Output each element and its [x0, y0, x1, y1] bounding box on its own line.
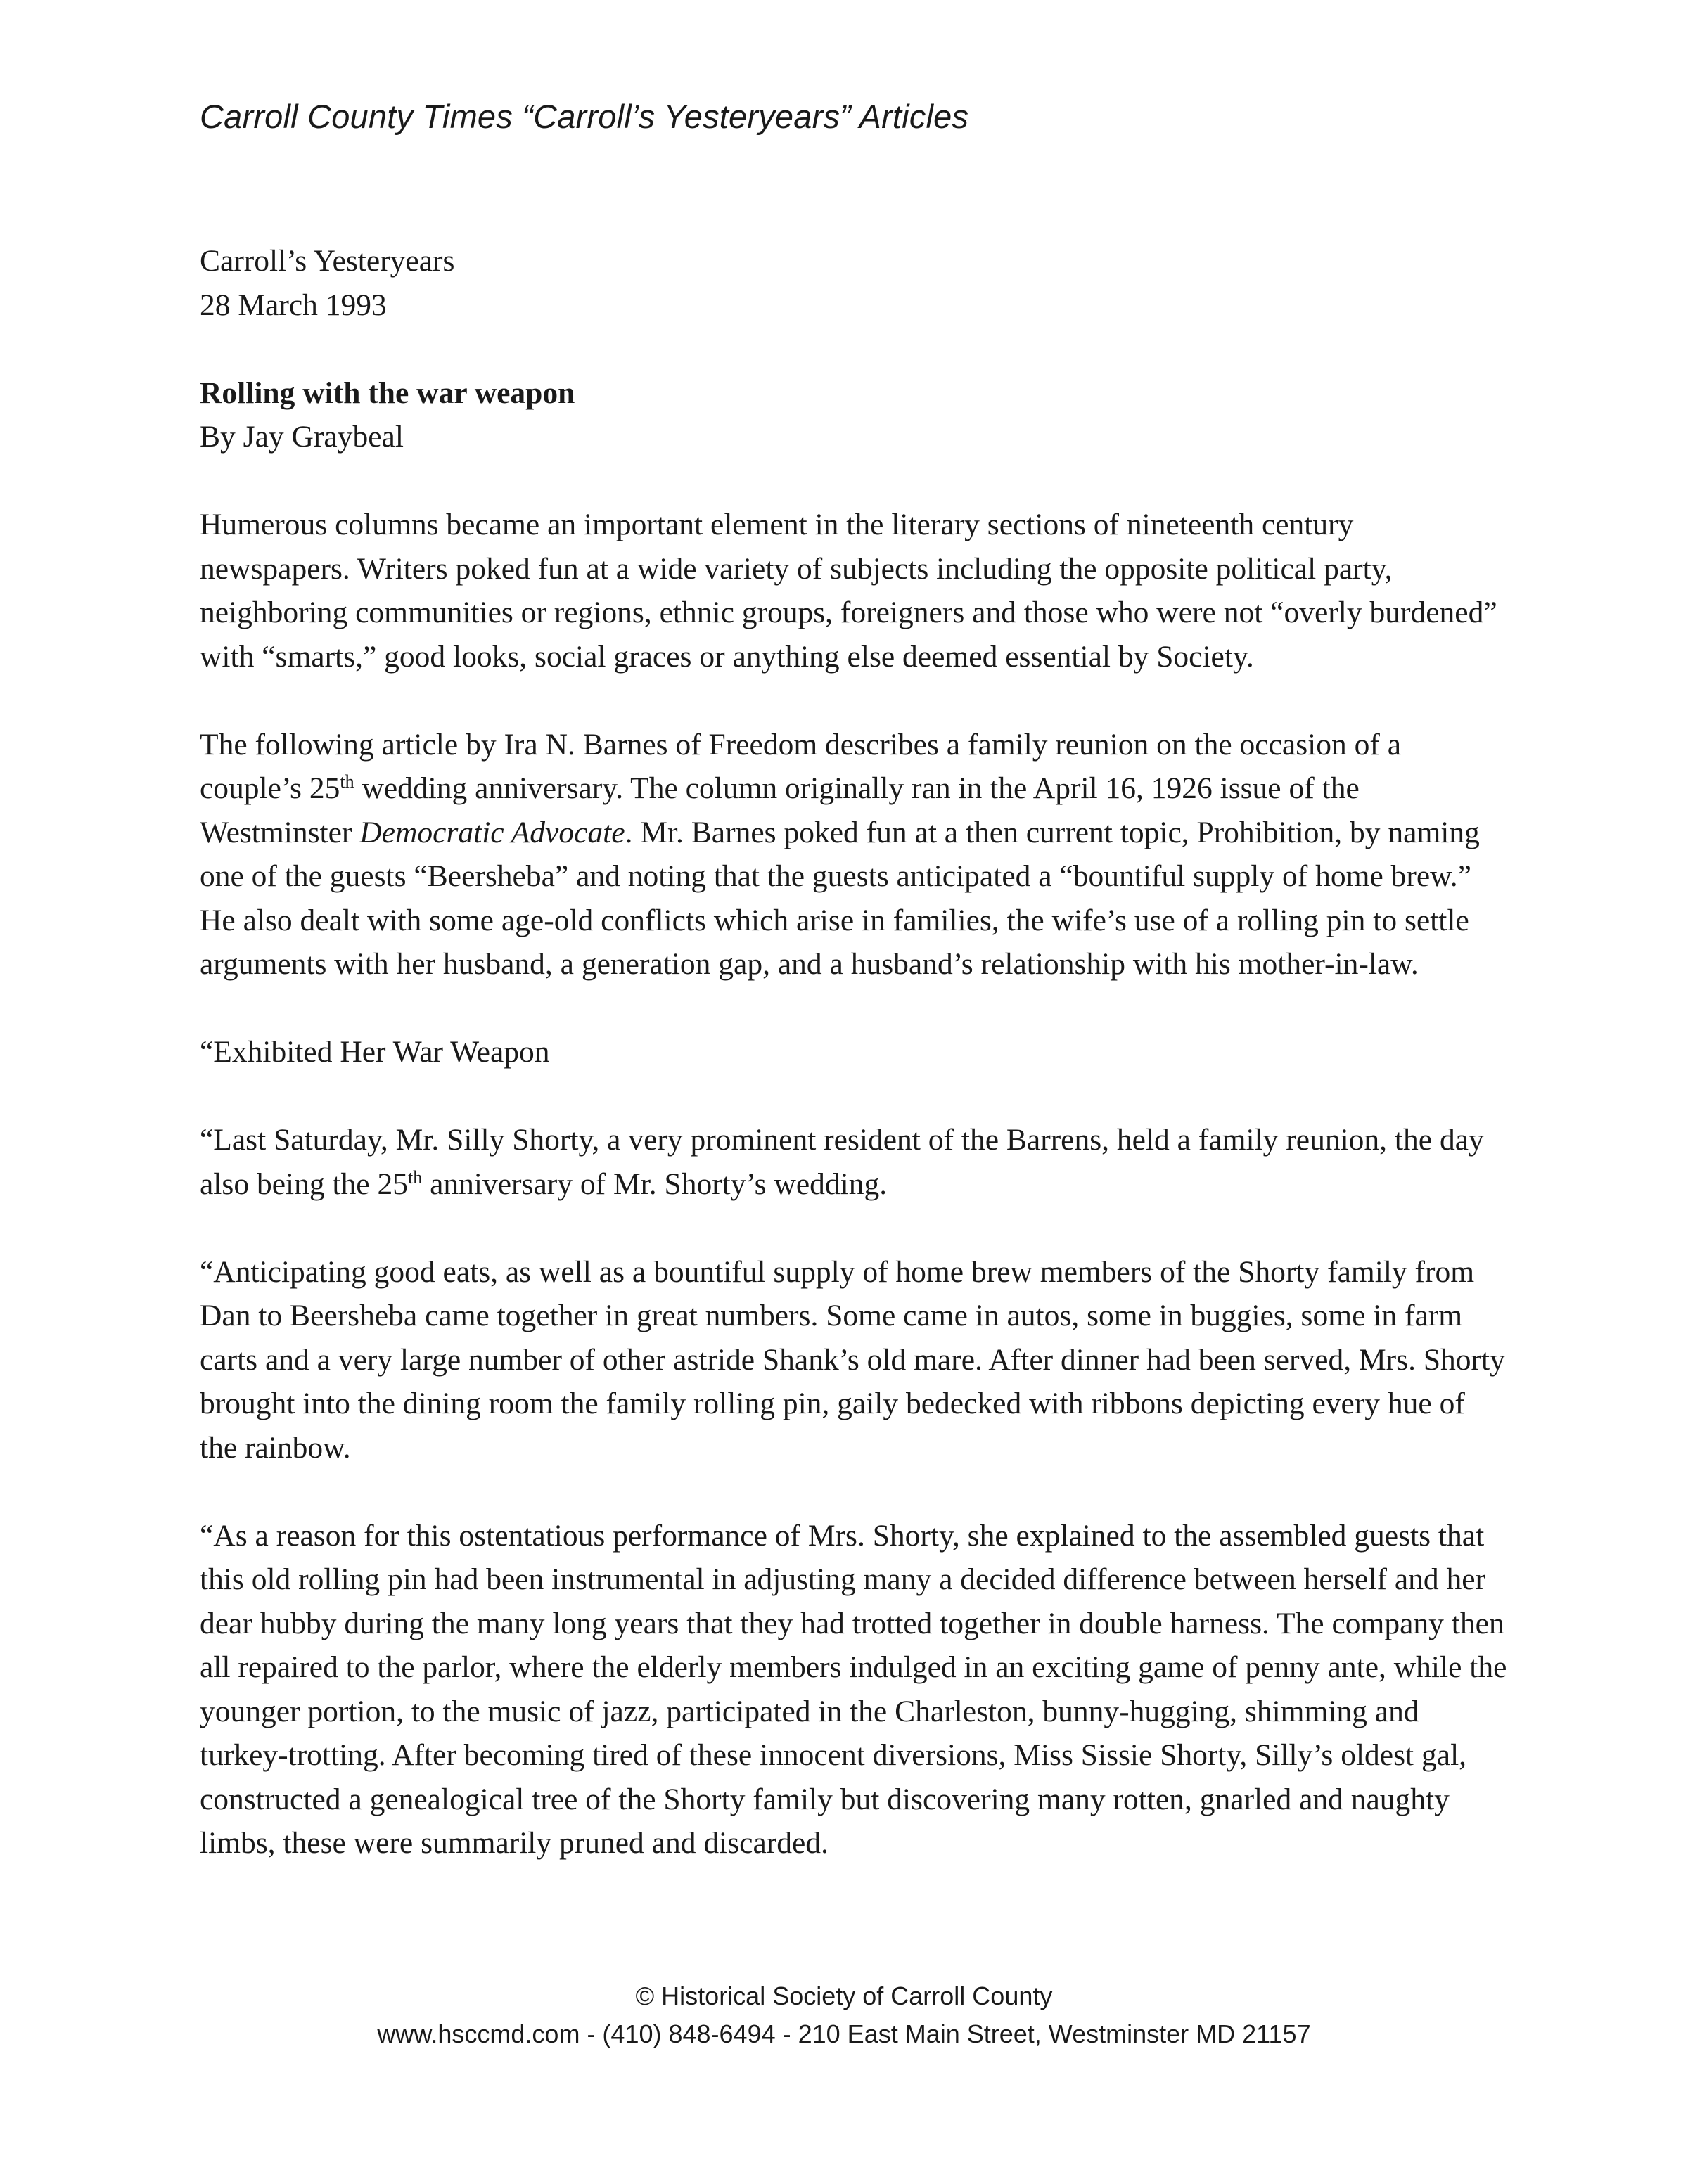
context-text-a: The following article by Ira N. Barnes of Freedom describes a family reunion on the occasion of a couple’s 25 — [200, 727, 1402, 805]
ordinal-suffix: th — [407, 1167, 423, 1188]
page-header-title: Carroll County Times “Carroll’s Yesteryears” Articles — [200, 98, 969, 135]
context-paragraph — [200, 723, 1508, 987]
quoted-text-a: “Last Saturday, Mr. Silly Shorty, a very prominent resident of the Barrens, held a family reunion, the day also being the 25 — [200, 1123, 1484, 1201]
intro-paragraph: Humerous columns became an important element in the literary sections of nineteenth century newspapers. Writers poked fun at a wide variety of subjects including the opposite political party, neighboring communities or regions, ethnic groups, foreigners and those who were not “overly burdened” with “smarts,” good looks, social graces or anything else deemed essential by Society. — [200, 508, 1497, 674]
column-name: Carroll’s Yesteryears — [200, 244, 455, 278]
publication-name: Democratic Advocate — [359, 815, 625, 849]
article-body — [200, 239, 1508, 1865]
article-byline: By Jay Graybeal — [200, 420, 404, 454]
context-text-b: wedding anniversary. The column originally ran in the April 16, 1926 issue of the Westminster — [200, 771, 1360, 849]
quoted-column-title: “Exhibited Her War Weapon — [200, 1035, 550, 1069]
quoted-text-b: anniversary of Mr. Shorty’s wedding. — [422, 1167, 888, 1201]
footer-contact: www.hsccmd.com - (410) 848-6494 - 210 East Main Street, Westminster MD 21157 — [377, 2019, 1311, 2048]
quoted-paragraph-3: “As a reason for this ostentatious performance of Mrs. Shorty, she explained to the assembled guests that this old rolling pin had been instrumental in adjusting many a decided difference between herself and her dear hubby during the many long years that they had trotted together in double harness. The company then all repaired to the parlor, where the elderly members indulged in an exciting game of penny ante, while the younger portion, to the music of jazz, participated in the Charleston, bunny-hugging, shimming and turkey-trotting. After becoming tired of these innocent diversions, Miss Sissie Shorty, Silly’s oldest gal, constructed a genealogical tree of the Shorty family but discovering many rotten, gnarled and naughty limbs, these were summarily pruned and discarded. — [200, 1518, 1507, 1860]
quoted-paragraph-1 — [200, 1118, 1508, 1206]
article-date: 28 March 1993 — [200, 288, 387, 322]
footer-copyright: © Historical Society of Carroll County — [635, 1981, 1053, 2010]
quoted-paragraph-2: “Anticipating good eats, as well as a bountiful supply of home brew members of the Shorty family from Dan to Beersheba came together in great numbers. Some came in autos, some in buggies, some in farm carts and a very large number of other astride Shank’s old mare. After dinner had been served, Mrs. Shorty brought into the dining room the family rolling pin, gaily bedecked with ribbons depicting every hue of the rainbow. — [200, 1254, 1505, 1465]
article-headline: Rolling with the war weapon — [200, 375, 575, 410]
context-text-c: . Mr. Barnes poked fun at a then current topic, Prohibition, by naming one of the guests “Beersheba” and noting that the guests anticipated a “bountiful supply of home brew.” He also dealt with some age-old conflicts which arise in families, the wife’s use of a rolling pin to settle arguments with her husband, a generation gap, and a husband’s relationship with his mother-in-law. — [200, 815, 1480, 981]
ordinal-suffix: th — [340, 771, 354, 792]
page-footer — [0, 1977, 1688, 2053]
